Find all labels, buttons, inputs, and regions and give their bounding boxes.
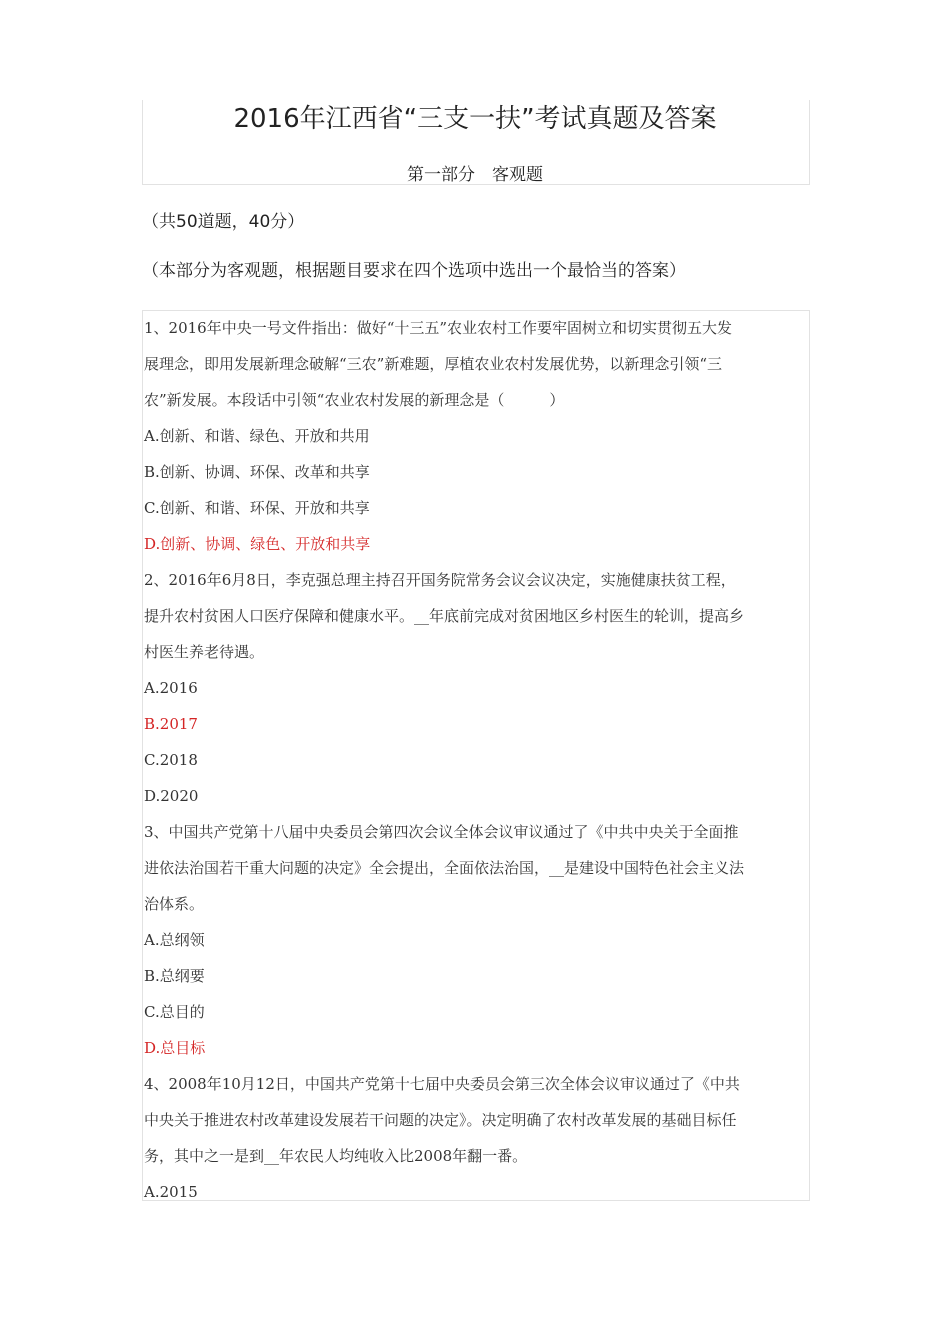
question-line: 提升农村贫困人口医疗保障和健康水平。__年底前完成对贫困地区乡村医生的轮训，提高乡 xyxy=(144,607,745,625)
question-line: A.创新、和谐、绿色、开放和共用 xyxy=(144,427,370,445)
question-count-note: （共50道题，40分） xyxy=(142,212,305,232)
question-line: B.总纲要 xyxy=(144,967,205,985)
question-line: D.2020 xyxy=(144,787,199,805)
question-line: 务，其中之一是到__年农民人均纯收入比2008年翻一番。 xyxy=(144,1147,528,1165)
answer-line-correct: D.总目标 xyxy=(144,1039,206,1057)
question-line: C.2018 xyxy=(144,751,198,769)
question-line: 治体系。 xyxy=(144,895,205,913)
question-line: 中央关于推进农村改革建设发展若干问题的决定》。决定明确了农村改革发展的基础目标任 xyxy=(144,1111,737,1129)
answer-line-correct: B.2017 xyxy=(144,715,198,733)
section-subtitle: 第一部分 客观题 xyxy=(407,165,543,185)
answer-line-correct: D.创新、协调、绿色、开放和共享 xyxy=(144,535,371,553)
question-line: 2、2016年6月8日，李克强总理主持召开国务院常务会议会议决定，实施健康扶贫工程， xyxy=(144,571,736,589)
question-line: B.创新、协调、环保、改革和共享 xyxy=(144,463,370,481)
question-line: 4、2008年10月12日，中国共产党第十七届中央委员会第三次全体会议审议通过了《中共 xyxy=(144,1075,740,1093)
question-line: 村医生养老待遇。 xyxy=(144,643,265,661)
question-line: 进依法治国若干重大问题的决定》全会提出，全面依法治国，__是建设中国特色社会主义法 xyxy=(144,859,745,877)
question-line: C.创新、和谐、环保、开放和共享 xyxy=(144,499,370,517)
question-line: 农”新发展。本段话中引领“农业农村发展的新理念是（ ） xyxy=(144,391,565,409)
question-line: A.总纲领 xyxy=(144,931,205,949)
question-line: 3、中国共产党第十八届中央委员会第四次会议全体会议审议通过了《中共中央关于全面推 xyxy=(144,823,739,841)
question-line: 展理念，即用发展新理念破解“三农”新难题，厚植农业农村发展优势，以新理念引领“三 xyxy=(144,355,723,373)
instruction-note: （本部分为客观题，根据题目要求在四个选项中选出一个最恰当的答案） xyxy=(142,261,686,281)
document-title: 2016年江西省“三支一扶”考试真题及答案 xyxy=(233,104,717,134)
question-line: 1、2016年中央一号文件指出：做好“十三五”农业农村工作要牢固树立和切实贯彻五大发 xyxy=(144,319,733,337)
question-line: A.2015 xyxy=(144,1183,198,1201)
question-line: C.总目的 xyxy=(144,1003,205,1021)
question-line: A.2016 xyxy=(144,679,198,697)
